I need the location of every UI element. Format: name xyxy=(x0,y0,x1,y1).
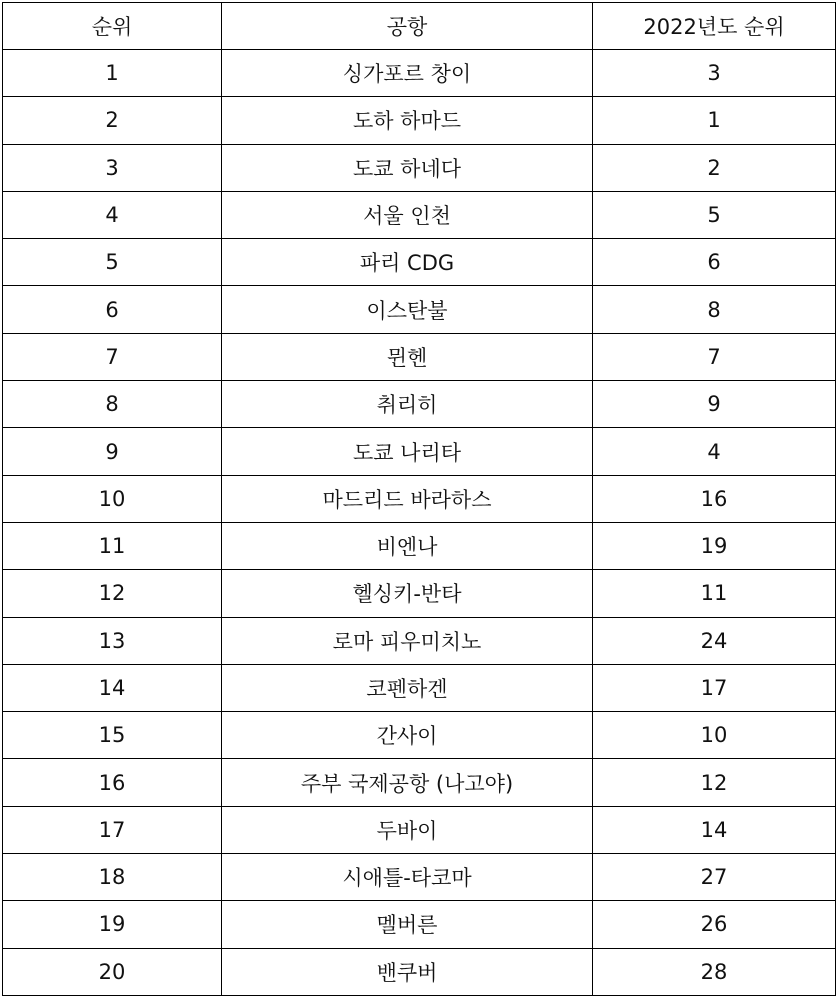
rank-cell: 13 xyxy=(3,617,222,664)
airport-cell: 싱가포르 창이 xyxy=(222,50,593,97)
rank-cell: 1 xyxy=(3,50,222,97)
rank-cell: 3 xyxy=(3,144,222,191)
prev-rank-cell: 24 xyxy=(593,617,836,664)
prev-rank-cell: 14 xyxy=(593,806,836,853)
rank-cell: 9 xyxy=(3,428,222,475)
table-row xyxy=(3,617,836,664)
rank-cell: 18 xyxy=(3,854,222,901)
prev-rank-cell: 6 xyxy=(593,239,836,286)
prev-rank-cell: 8 xyxy=(593,286,836,333)
table-row xyxy=(3,97,836,144)
airport-cell: 비엔나 xyxy=(222,522,593,569)
table-row xyxy=(3,806,836,853)
rank-cell: 7 xyxy=(3,333,222,380)
prev-rank-cell: 9 xyxy=(593,381,836,428)
prev-rank-cell: 16 xyxy=(593,475,836,522)
airport-cell: 파리 CDG xyxy=(222,239,593,286)
airport-cell: 이스탄불 xyxy=(222,286,593,333)
table-row xyxy=(3,191,836,238)
table-header-row xyxy=(3,3,836,50)
rank-cell: 8 xyxy=(3,381,222,428)
rank-cell: 11 xyxy=(3,522,222,569)
airport-cell: 코펜하겐 xyxy=(222,664,593,711)
airport-cell: 로마 피우미치노 xyxy=(222,617,593,664)
table-row xyxy=(3,712,836,759)
table-row xyxy=(3,50,836,97)
airport-cell: 도쿄 나리타 xyxy=(222,428,593,475)
table-row xyxy=(3,286,836,333)
table-row xyxy=(3,664,836,711)
airport-cell: 주부 국제공항 (나고야) xyxy=(222,759,593,806)
prev-rank-cell: 19 xyxy=(593,522,836,569)
table-row xyxy=(3,333,836,380)
rank-cell: 20 xyxy=(3,948,222,995)
rank-cell: 4 xyxy=(3,191,222,238)
prev-rank-cell: 28 xyxy=(593,948,836,995)
prev-rank-cell: 2 xyxy=(593,144,836,191)
rank-cell: 2 xyxy=(3,97,222,144)
table-row xyxy=(3,854,836,901)
airport-cell: 두바이 xyxy=(222,806,593,853)
airport-ranking-table xyxy=(2,2,836,996)
table-row xyxy=(3,144,836,191)
airport-cell: 시애틀-타코마 xyxy=(222,854,593,901)
rank-cell: 15 xyxy=(3,712,222,759)
prev-rank-cell: 17 xyxy=(593,664,836,711)
table-row xyxy=(3,381,836,428)
prev-rank-cell: 3 xyxy=(593,50,836,97)
airport-cell: 도하 하마드 xyxy=(222,97,593,144)
rank-cell: 12 xyxy=(3,570,222,617)
prev-rank-cell: 26 xyxy=(593,901,836,948)
prev-rank-cell: 4 xyxy=(593,428,836,475)
rank-cell: 10 xyxy=(3,475,222,522)
prev-rank-cell: 12 xyxy=(593,759,836,806)
table-row xyxy=(3,475,836,522)
table-row xyxy=(3,428,836,475)
airport-cell: 취리히 xyxy=(222,381,593,428)
airport-cell: 밴쿠버 xyxy=(222,948,593,995)
airport-cell: 도쿄 하네다 xyxy=(222,144,593,191)
airport-cell: 마드리드 바라하스 xyxy=(222,475,593,522)
prev-rank-cell: 10 xyxy=(593,712,836,759)
table-body xyxy=(3,50,836,996)
header-airport: 공항 xyxy=(222,3,593,50)
prev-rank-cell: 7 xyxy=(593,333,836,380)
rank-cell: 6 xyxy=(3,286,222,333)
header-rank: 순위 xyxy=(3,3,222,50)
rank-cell: 17 xyxy=(3,806,222,853)
table-row xyxy=(3,759,836,806)
rank-cell: 19 xyxy=(3,901,222,948)
header-prev-rank: 2022년도 순위 xyxy=(593,3,836,50)
table-row xyxy=(3,901,836,948)
airport-cell: 간사이 xyxy=(222,712,593,759)
table-row xyxy=(3,239,836,286)
prev-rank-cell: 5 xyxy=(593,191,836,238)
rank-cell: 5 xyxy=(3,239,222,286)
rank-cell: 14 xyxy=(3,664,222,711)
airport-cell: 멜버른 xyxy=(222,901,593,948)
airport-cell: 뮌헨 xyxy=(222,333,593,380)
prev-rank-cell: 27 xyxy=(593,854,836,901)
prev-rank-cell: 11 xyxy=(593,570,836,617)
prev-rank-cell: 1 xyxy=(593,97,836,144)
table-row xyxy=(3,570,836,617)
table-row xyxy=(3,948,836,995)
airport-cell: 서울 인천 xyxy=(222,191,593,238)
table-row xyxy=(3,522,836,569)
airport-cell: 헬싱키-반타 xyxy=(222,570,593,617)
rank-cell: 16 xyxy=(3,759,222,806)
